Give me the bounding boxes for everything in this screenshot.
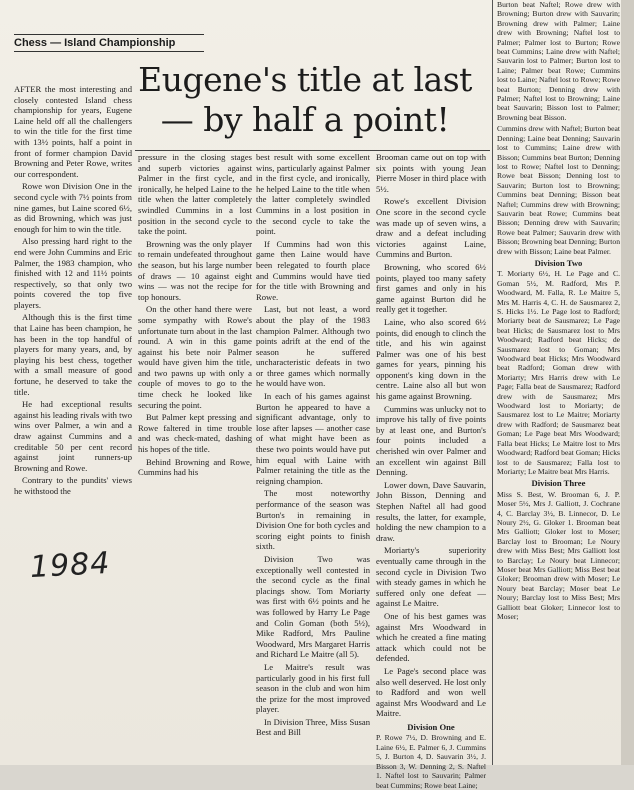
paragraph: In each of his games against Burton he appeared to have a significant advantage, only to lose after lapses — another case of what might have been as these two points would have put him equal with Laine with Palmer retaining the title as the reigning champion. [256, 391, 370, 486]
paragraph: Laine, who also scored 6½ points, did enough to clinch the title, and his win against Palmer was one of his best games for years, pinning his opponent's king down in the centre. Laine also all but won his game against Browning. [376, 316, 486, 402]
article-column-4 [376, 152, 486, 790]
paragraph: If Cummins had won this game then Laine would have been relegated to fourth place and Cummins would have tied for the title with Browning and Rowe. [256, 238, 370, 302]
paragraph: Cummins was unlucky not to improve his tally of five points by at least one, and Burton's four points included a cherished win over Palmer and an excellent win against Bill Denning. [376, 403, 486, 478]
paragraph: Last, but not least, a word about the play of the 1983 champion Palmer. Although two points adrift at the end of the season he suffered uncharacteristic defeats in two or three games which normally he would have won. [256, 304, 370, 389]
paragraph: Rowe's excellent Division One score in the second cycle was made up of seven wins, a draw and a defeat including victories against Laine, Cummins and Burton. [376, 196, 486, 260]
paragraph: In Division Three, Miss Susan Best and Bill [256, 716, 370, 738]
handwritten-year-annotation: 1984 [29, 545, 112, 586]
headline-line-1: Eugene's title at last [138, 60, 472, 99]
paragraph: Le Page's second place was also well deserved. He lost only to Radford and won well against Mrs Woodward and Le Maitre. [376, 665, 486, 719]
lead-paragraph: AFTER the most interesting and closely contested Island chess championship for years, Eugene Laine held off all the challengers to win the title for the first time with 13½ points, half a point in front of former champion David Browning and Peter Rowe, writes our correspondent. [14, 84, 132, 179]
paragraph: Rowe won Division One in the second cycle with 7½ points from nine games, but Laine scored 6½, as did Browning, which was just enough for him to win the title. [14, 181, 132, 234]
results-heading-division-two: Division Two [534, 257, 583, 268]
section-heading: Chess — Island Championship [14, 34, 204, 52]
paragraph: Browning was the only player to remain undefeated throughout the season, but his large number of draws — 10 against eight wins — was not the recipe for top honours. [138, 238, 252, 302]
paragraph: Brooman came out on top with six points with young Jean Pierre Moser in third place with 5½. [376, 152, 486, 194]
paragraph: Contrary to the pundits' views he withstood the [14, 475, 132, 496]
paragraph: Le Maitre's result was particularly good in his first full season in the club and won him the prize for the most improved player. [256, 661, 370, 715]
headline [135, 60, 475, 140]
results-heading-division-three: Division Three [531, 478, 586, 489]
paragraph: Browning, who scored 6½ points, played too many safety first games and only in his game against Burton did he really get it together. [376, 261, 486, 315]
results-heading-division-one: Division One [407, 721, 455, 732]
paragraph: Although this is the first time that Laine has been champion, he has been in the top handful of players for many years, and, by playing his best chess, together with a small measure of good fortune, he deserved to take the title. [14, 312, 132, 397]
headline-line-2: — by half a point! [160, 100, 450, 139]
paragraph: Also pressing hard right to the end were John Cummins and Eric Palmer, the 1983 champion, who finished with 12 and 11½ points respectively, so that only two points covered the top five players. [14, 236, 132, 310]
paragraph: But Palmer kept pressing and Rowe faltered in time trouble and was check-mated, dashing his hopes of the title. [138, 412, 252, 455]
results-division-one: P. Rowe 7½, D. Browning and E. Laine 6½, E. Palmer 6, J. Cummins 5, J. Burton 4, D. Sauvarin 3½, J. Bisson 3, W. Denning 2, S. Naftel 1. Naftel lost to Sauvarin; Palmer beat Cummins; Rowe beat Laine; [376, 733, 486, 790]
paragraph: best result with some excellent wins, particularly against Palmer in the first cycle, and ironically, he helped Laine to the title when the latter completely swindled Cummins in a lost position in the second cycle to take the point. [256, 152, 370, 237]
results-column [492, 0, 620, 765]
paragraph: Lower down, Dave Sauvarin, John Bisson, Denning and Stephen Naftel all had good results, the latter, for example, holding the new champion to a draw. [376, 479, 486, 543]
results-division-two: T. Moriarty 6½, H. Le Page and C. Goman 5½, M. Radford, Mrs P. Woodward, M. Falla, R. Le Maitre 5, Mrs M. Harris 4, C. H. de Sausmarez 2, S. Hicks 1½. Le Page lost to Radford; Moriarty beat de Sausmarez; Le Page beat Hicks; de Sausmarez lost to Mrs Woodward; Radford beat Hicks; de Sausmarez lost to Goman; Mrs Woodward beat Hicks; Mrs Woodward beat Radford; Goman drew with Moriarty; Mrs Harris drew with Le Page; Falla beat de Sausmarez; Radford drew with de Sausmarez; Mrs Woodward lost to Moriarty; de Sausmarez lost to Le Maitre; Moriarty drew with Radford; de Sausmarez beat Goman; Le Page beat Mrs Woodward; Falla beat Hicks; Le Maitre lost to Mrs Woodward; Radford beat Goman; Hicks lost to de Sausmarez; Falla lost to Moriarty; Le Maitre beat Mrs Harris. [497, 269, 620, 476]
paragraph: He had exceptional results against his leading rivals with two wins over Palmer, a win and a draw against Cummins and a creditable 50 per cent record against joint runners-up Browning and Rowe. [14, 399, 132, 473]
article-column-2 [138, 152, 252, 550]
article-column-1 [14, 84, 132, 554]
results-paragraph: Burton beat Naftel; Rowe drew with Browning; Burton drew with Sauvarin; Browning drew with Palmer; Laine drew with Browning; Naftel lost to Palmer; Palmer lost to Burton; Rowe beat Cummins; Laine drew with Naftel; Sauvarin lost to Palmer; Burton lost to Laine; Palmer beat Rowe; Cummins lost to Laine; Naftel lost to Rowe; Rowe beat Burton; Denning drew with Palmer; Naftel lost to Browning; Laine beat Sauvarin; Bisson lost to Palmer; Browning beat Bisson. [497, 0, 620, 122]
headline-rule [135, 150, 490, 151]
paragraph: Moriarty's superiority eventually came through in the second cycle in Division Two with steady games in which he suffered only one defeat — against Le Maitre. [376, 545, 486, 609]
paragraph: The most noteworthy performance of the season was Burton's in remaining in Division One for both cycles and scoring eight points to finish sixth. [256, 488, 370, 552]
paragraph: Division Two was exceptionally well contested in the second cycle as the final placings show. Tom Moriarty was first with 6½ points and he was followed by Harry Le Page and Colin Goman (both 5½), Mike Radford, Mrs Pauline Woodward, Mrs Margaret Harris and Richard Le Maitre (all 5). [256, 553, 370, 660]
results-division-three: Miss S. Best, W. Brooman 6, J. P. Moser 5½, Mrs J. Galliott, J. Cochrane 4, C. Barclay 3½, B. Linnecor, D. Le Noury 2½, G. Gloker 1. Brooman beat Mrs Galliott; Gloker lost to Moser; Barclay lost to Brooman; Le Noury drew with Miss Best; Mrs Galliott lost to Barclay; Le Noury beat Linnecor; Moser beat Mrs Galliott; Miss Best beat Gloker; Brooman drew with Moser; Le Noury beat Barclay; Moser beat Le Noury; Barclay lost to Miss Best; Mrs Galliott beat Gloker; Linnecor lost to Moser; [497, 489, 620, 621]
results-paragraph: Cummins drew with Naftel; Burton beat Denning; Laine beat Denning; Sauvarin lost to Cummins; Laine drew with Bisson; Cummins beat Burton; Denning lost to Rowe; Naftel lost to Denning; Rowe beat Bisson; Denning lost to Sauvarin; Burton lost to Browning; Cummins beat Denning; Bisson beat Naftel; Cummins drew with Browning; Sauvarin beat Rowe; Cummins beat Bisson; Denning drew with Sauvarin; Rowe beat Palmer; Sauvarin drew with Bisson; Browning beat Denning; Burton drew with Bisson; Laine beat Palmer. [497, 124, 620, 256]
paragraph: On the other hand there were some sympathy with Rowe's unfortunate turn about in the last round. A win in this game against his bete noir Palmer would have given him the title, and two pawns up with only a couple of moves to go to the time check he looked like securing the point. [138, 304, 252, 410]
article-column-3 [256, 152, 370, 765]
paragraph: pressure in the closing stages and superb victories against Palmer in the first cycle, and ironically, he helped Laine to the title when the latter completely swindled Cummins in a lost position in the second cycle to take the point. [138, 152, 252, 237]
paragraph: Behind Browning and Rowe, Cummins had his [138, 456, 252, 478]
adjacent-column-edge [621, 0, 634, 765]
paragraph: One of his best games was against Mrs Woodward in which he created a fine mating attack which could not be defended. [376, 610, 486, 664]
